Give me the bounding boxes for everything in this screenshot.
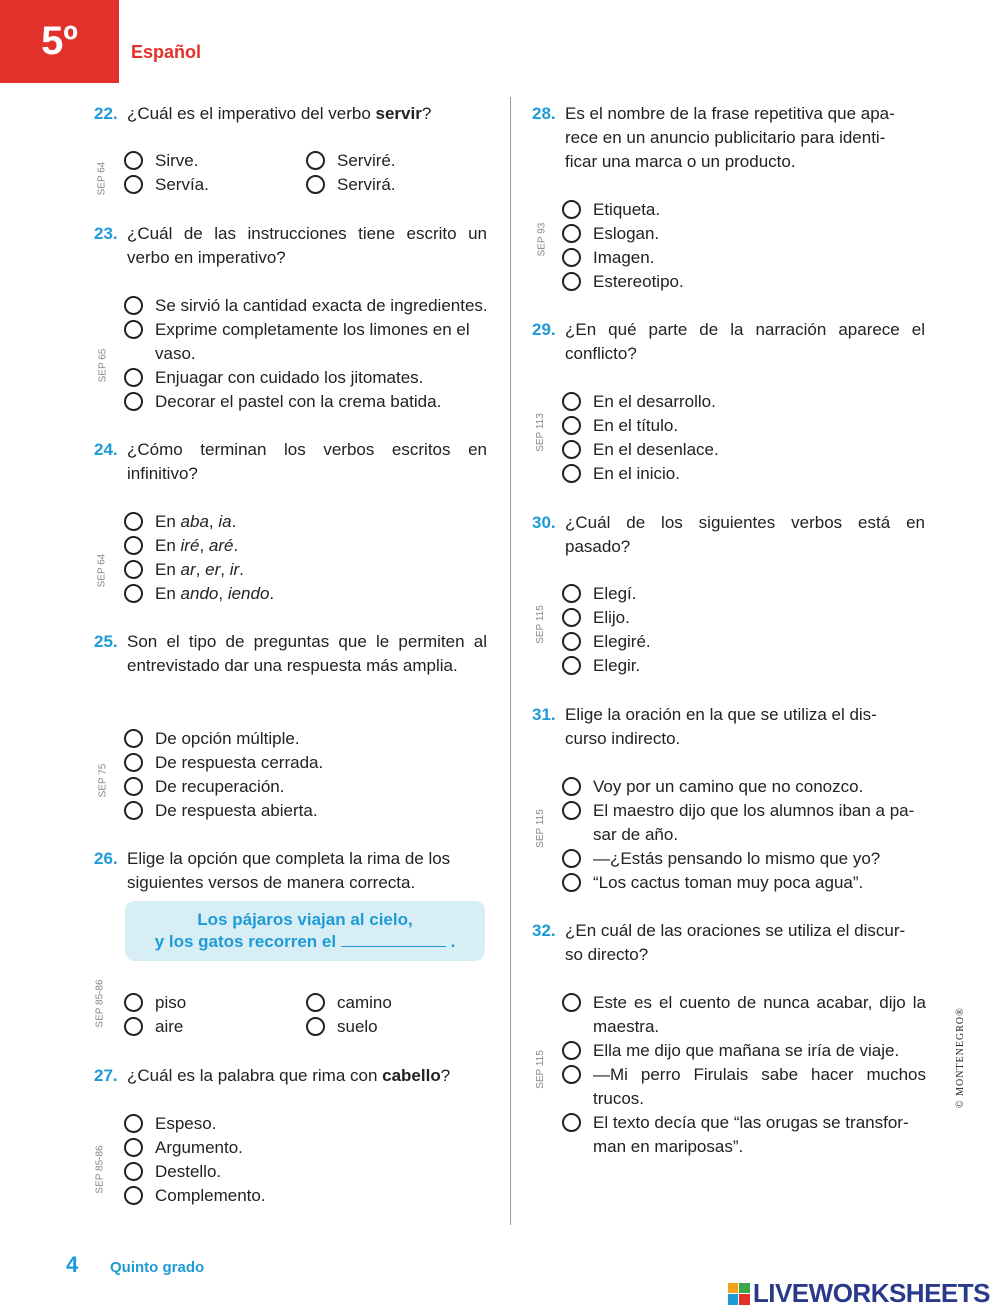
options-24 [124, 510, 274, 606]
radio-circle-icon[interactable] [124, 1162, 143, 1181]
radio-circle-icon[interactable] [562, 873, 581, 892]
option[interactable]: suelo [306, 1015, 488, 1039]
radio-circle-icon[interactable] [124, 368, 143, 387]
sep-reference: SEP 64 [96, 161, 108, 196]
question-31 [532, 703, 927, 751]
option[interactable]: Eslogan. [562, 222, 684, 246]
options-30 [562, 582, 651, 678]
radio-circle-icon[interactable] [124, 392, 143, 411]
question-number: 22. [94, 104, 118, 123]
fill-blank [341, 932, 446, 947]
liveworksheets-brand[interactable] [728, 1278, 990, 1309]
question-30 [532, 511, 925, 559]
radio-circle-icon[interactable] [306, 993, 325, 1012]
question-text: Son el tipo de preguntas que le permiten al entrevistado dar una respuesta más amplia. [127, 632, 487, 675]
options-25 [124, 727, 323, 823]
sep-reference: SEP 85-86 [94, 1145, 106, 1194]
option[interactable]: Espeso. [124, 1112, 266, 1136]
sep-reference: SEP 65 [97, 348, 109, 383]
option[interactable]: Estereotipo. [562, 270, 684, 294]
options-32 [562, 991, 926, 1159]
option[interactable]: En ar, er, ir. [124, 558, 274, 582]
option[interactable]: En iré, aré. [124, 534, 274, 558]
radio-circle-icon[interactable] [306, 175, 325, 194]
option[interactable]: En ando, iendo. [124, 582, 274, 606]
radio-circle-icon[interactable] [124, 1017, 143, 1036]
footer-label: Quinto grado [110, 1259, 205, 1276]
radio-circle-icon[interactable] [562, 993, 581, 1012]
question-29 [532, 318, 925, 366]
option[interactable]: Servía. [124, 173, 306, 197]
question-22 [94, 102, 487, 126]
options-29 [562, 390, 719, 486]
verse-box [125, 901, 485, 961]
option[interactable]: camino [306, 991, 488, 1015]
verse-line: Los pájaros viajan al cielo, [197, 910, 413, 929]
radio-circle-icon[interactable] [124, 1186, 143, 1205]
radio-circle-icon[interactable] [124, 560, 143, 579]
question-24 [94, 438, 487, 486]
radio-circle-icon[interactable] [124, 296, 143, 315]
option[interactable]: Elegí. [562, 582, 651, 606]
sep-reference: SEP 115 [534, 809, 546, 848]
sep-reference: SEP 93 [536, 222, 548, 257]
radio-circle-icon[interactable] [306, 151, 325, 170]
question-27 [94, 1064, 487, 1088]
radio-circle-icon[interactable] [562, 1113, 581, 1132]
radio-circle-icon[interactable] [124, 1114, 143, 1133]
question-number: 25. [94, 632, 118, 651]
liveworksheets-logo-icon [728, 1283, 750, 1305]
option[interactable]: piso [124, 991, 306, 1015]
option[interactable]: Exprime completamente los limones en el vaso. [124, 318, 489, 366]
radio-circle-icon[interactable] [124, 584, 143, 603]
option[interactable]: Argumento. [124, 1136, 266, 1160]
question-text: ¿Cómo terminan los verbos escritos en infinitivo? [127, 440, 487, 483]
option[interactable]: El maestro dijo que los alumnos iban a pa- sar de año. [562, 799, 914, 847]
option[interactable]: En el desenlace. [562, 438, 719, 462]
option[interactable]: De recuperación. [124, 775, 323, 799]
radio-circle-icon[interactable] [562, 1041, 581, 1060]
option[interactable]: Decorar el pastel con la crema batida. [124, 390, 489, 414]
question-text: ¿Cuál de los siguientes verbos está en pasado? [565, 513, 925, 556]
question-number: 32. [532, 921, 556, 940]
option[interactable]: Etiqueta. [562, 198, 684, 222]
option[interactable]: Complemento. [124, 1184, 266, 1208]
option[interactable]: El texto decía que “las orugas se transfor- man en mariposas”. [562, 1111, 926, 1159]
radio-circle-icon[interactable] [562, 801, 581, 820]
radio-circle-icon[interactable] [124, 1138, 143, 1157]
radio-circle-icon[interactable] [562, 632, 581, 651]
radio-circle-icon[interactable] [562, 464, 581, 483]
option[interactable]: En el inicio. [562, 462, 719, 486]
question-number: 26. [94, 849, 118, 868]
option[interactable]: En aba, ia. [124, 510, 274, 534]
question-text: Elige la oración en la que se utiliza el dis- curso indirecto. [565, 705, 877, 748]
question-text: ¿Cuál es el imperativo del verbo servir? [127, 104, 432, 123]
sep-reference: SEP 75 [97, 763, 109, 798]
question-32 [532, 919, 927, 967]
radio-circle-icon[interactable] [562, 656, 581, 675]
option[interactable]: Elegir. [562, 654, 651, 678]
option[interactable]: aire [124, 1015, 306, 1039]
verse-line: y los gatos recorren el . [154, 932, 456, 951]
radio-circle-icon[interactable] [562, 1065, 581, 1084]
question-text: ¿Cuál de las instrucciones tiene escrito un verbo en imperativo? [127, 224, 487, 267]
option[interactable]: Enjuagar con cuidado los jitomates. [124, 366, 489, 390]
question-text: ¿En qué parte de la narración aparece el conflicto? [565, 320, 925, 363]
radio-circle-icon[interactable] [562, 584, 581, 603]
sep-reference: SEP 64 [96, 553, 108, 588]
option[interactable]: Sirve. [124, 149, 306, 173]
question-number: 28. [532, 104, 556, 123]
radio-circle-icon[interactable] [562, 392, 581, 411]
option[interactable]: Servirá. [306, 173, 488, 197]
options-26 [124, 991, 488, 1039]
radio-circle-icon[interactable] [124, 151, 143, 170]
option[interactable]: —¿Estás pensando lo mismo que yo? [562, 847, 914, 871]
question-26 [94, 847, 487, 895]
options-28 [562, 198, 684, 294]
radio-circle-icon[interactable] [124, 777, 143, 796]
option[interactable]: Imagen. [562, 246, 684, 270]
radio-circle-icon[interactable] [562, 608, 581, 627]
radio-circle-icon[interactable] [124, 753, 143, 772]
radio-circle-icon[interactable] [562, 224, 581, 243]
copyright: © MONTENEGRO® [955, 1007, 966, 1108]
column-divider [510, 97, 511, 1225]
question-text: ¿En cuál de las oraciones se utiliza el discur- so directo? [565, 921, 906, 964]
radio-circle-icon[interactable] [124, 536, 143, 555]
radio-circle-icon[interactable] [562, 248, 581, 267]
brand-text: LIVEWORKSHEETS [752, 1278, 990, 1308]
option[interactable]: —Mi perro Firulais sabe hacer muchos trucos. [562, 1063, 926, 1111]
options-22 [124, 149, 488, 197]
question-number: 23. [94, 224, 118, 243]
radio-circle-icon[interactable] [562, 416, 581, 435]
sep-reference: SEP 85-86 [94, 979, 106, 1028]
question-25 [94, 630, 487, 678]
question-text: Elige la opción que completa la rima de los siguientes versos de manera correcta. [127, 849, 451, 892]
radio-circle-icon[interactable] [562, 200, 581, 219]
option[interactable]: En el título. [562, 414, 719, 438]
question-number: 27. [94, 1066, 118, 1085]
grade-badge: 5º [0, 0, 119, 83]
question-number: 24. [94, 440, 118, 459]
question-number: 29. [532, 320, 556, 339]
option[interactable]: Ella me dijo que mañana se iría de viaje. [562, 1039, 926, 1063]
question-number: 30. [532, 513, 556, 532]
option[interactable]: Voy por un camino que no conozco. [562, 775, 914, 799]
option[interactable]: De respuesta abierta. [124, 799, 323, 823]
radio-circle-icon[interactable] [124, 320, 143, 339]
option[interactable]: De opción múltiple. [124, 727, 323, 751]
page-number: 4 [66, 1252, 79, 1277]
subject-title: Español [131, 42, 202, 62]
option[interactable]: Este es el cuento de nunca acabar, dijo la maestra. [562, 991, 926, 1039]
question-28 [532, 102, 927, 174]
option[interactable]: Serviré. [306, 149, 488, 173]
option[interactable]: Elegiré. [562, 630, 651, 654]
sep-reference: SEP 115 [534, 605, 546, 644]
radio-circle-icon[interactable] [562, 849, 581, 868]
option[interactable]: De respuesta cerrada. [124, 751, 323, 775]
radio-circle-icon[interactable] [124, 993, 143, 1012]
sep-reference: SEP 113 [534, 413, 546, 452]
radio-circle-icon[interactable] [562, 440, 581, 459]
question-23 [94, 222, 487, 270]
option[interactable]: En el desarrollo. [562, 390, 719, 414]
options-23 [124, 294, 489, 414]
radio-circle-icon[interactable] [306, 1017, 325, 1036]
option[interactable]: Elijo. [562, 606, 651, 630]
radio-circle-icon[interactable] [562, 272, 581, 291]
option[interactable]: Se sirvió la cantidad exacta de ingredientes. [124, 294, 489, 318]
option[interactable]: “Los cactus toman muy poca agua”. [562, 871, 914, 895]
radio-circle-icon[interactable] [124, 175, 143, 194]
radio-circle-icon[interactable] [124, 801, 143, 820]
radio-circle-icon[interactable] [562, 777, 581, 796]
sep-reference: SEP 115 [534, 1050, 546, 1089]
question-text: Es el nombre de la frase repetitiva que apa- rece en un anuncio publicitario para identi- ficar una marca o un producto. [565, 104, 895, 171]
question-text: ¿Cuál es la palabra que rima con cabello? [127, 1066, 451, 1085]
radio-circle-icon[interactable] [124, 729, 143, 748]
question-number: 31. [532, 705, 556, 724]
option[interactable]: Destello. [124, 1160, 266, 1184]
radio-circle-icon[interactable] [124, 512, 143, 531]
options-31 [562, 775, 914, 895]
options-27 [124, 1112, 266, 1208]
